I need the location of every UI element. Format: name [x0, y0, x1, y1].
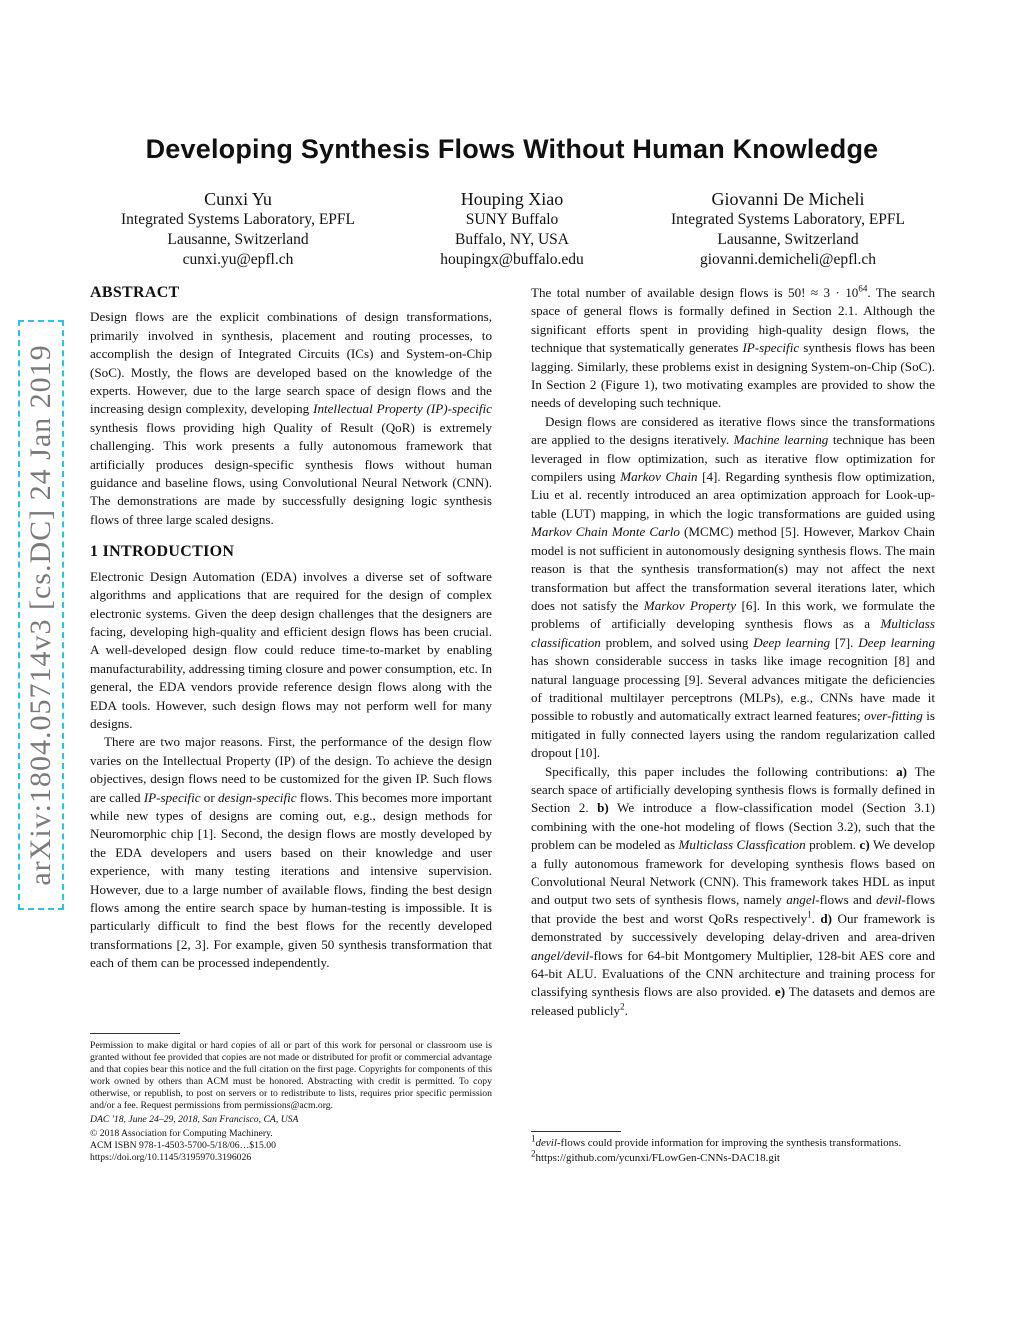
left-column [90, 284, 492, 973]
body-paragraph-1: The total number of available design flows is 50! ≈ $3 \cdot 10^{64}$. The search space of general flows is formally defined in Section 2.1. Although the significant efforts spent in providing high-quality design flows, the technique that systematically generates IP-specific synthesis flows has been lagging. Similarly, these problems exist in designing System-on-Chip (SoC). In Section 2 (Figure 1), two motivating examples are provided to show the needs of developing such technique. [531, 283, 935, 411]
github-link[interactable]: https://github.com/ycunxi/FLowGen-CNNs-DAC18.git [535, 1152, 780, 1164]
author-email[interactable]: cunxi.yu@epfl.ch [182, 251, 294, 268]
conference-info: DAC '18, June 24–29, 2018, San Francisco, CA, USA [90, 1114, 299, 1125]
author-block-1 [88, 188, 388, 270]
abstract-paragraph: Design flows are the explicit combinations of design transformations, primarily involved in synthesis, placement and routing processes, to accomplish the design of Integrated Circuits (ICs) and System-on-Chip (SoC). Mostly, the flows are developed based on the knowledge of the experts. However, due to the large search space of design flows and the increasing design complexity, developing Intellectual Property (IP)-specific synthesis flows providing high Quality of Result (QoR) is extremely challenging. This work presents a fully autonomous framework that artificially produces design-specific synthesis flows without human guidance and baseline flows, using Convolutional Neural Network (CNN). The demonstrations are made by successfully designing logic synthesis flows of three large scaled designs. [90, 309, 492, 527]
author-location: Buffalo, NY, USA [455, 231, 569, 248]
author-email[interactable]: houpingx@buffalo.edu [440, 251, 584, 268]
author-location: Lausanne, Switzerland [167, 231, 309, 248]
author-block-3 [640, 188, 936, 270]
footnote-divider [531, 1131, 621, 1132]
paper-title: Developing Synthesis Flows Without Human Knowledge [145, 134, 879, 164]
intro-paragraph-1: Electronic Design Automation (EDA) involves a diverse set of software algorithms and applications that are required for the design of complex electronic systems. Given the deep design challenges that the designers are facing, developing high-quality and efficient design flows has been crucial. A well-developed design flow could reduce time-to-market by enabling manufacturability, addressing timing closure and power consumption, etc. In general, the EDA vendors provide reference design flows along with the EDA tools. However, such design flows may not perform well for many designs. [90, 568, 492, 731]
arxiv-stamp [18, 320, 64, 910]
doi-link[interactable]: https://doi.org/10.1145/3195970.3196026 [90, 1152, 252, 1163]
author-name: Houping Xiao [460, 189, 564, 209]
footnotes [531, 1133, 935, 1166]
arxiv-identifier[interactable]: arXiv:1804.05714v3 [cs.DC] 24 Jan 2019 [24, 344, 57, 886]
author-name: Giovanni De Micheli [711, 189, 865, 209]
author-name: Cunxi Yu [204, 189, 272, 209]
author-affiliation: Integrated Systems Laboratory, EPFL [120, 211, 356, 228]
footnote-ref-1[interactable]: 1 [807, 909, 812, 920]
footnote-2: $^2$https://github.com/ycunxi/FLowGen-CNNs-DAC18.git [531, 1148, 780, 1164]
permission-divider [90, 1033, 180, 1034]
permission-text: Permission to make digital or hard copies of all or part of this work for personal or classroom use is granted without fee provided that copies are not made or distributed for profit or commercial advantage and that copies bear this notice and the full citation on the first page. Copyrights for components of this work owned by others than ACM must be honored. Abstracting with credit is permitted. To copy otherwise, or republish, to post on servers or to redistribute to lists, requires prior specific permission and/or a fee. Request permissions from permissions@acm.org. [90, 1040, 492, 1111]
isbn-line: ACM ISBN 978-1-4503-5700-5/18/06…$15.00 [90, 1140, 276, 1151]
footnote-ref-2[interactable]: 2 [620, 1001, 625, 1012]
right-column [531, 284, 935, 1020]
author-email[interactable]: giovanni.demicheli@epfl.ch [699, 251, 877, 268]
author-block-2 [412, 188, 612, 270]
body-paragraph-2: Design flows are considered as iterative flows since the transformations are applied to the designs iteratively. Machine learning technique has been leveraged in flow optimization, such as iterative flow optimization for compilers using Markov Chain [4]. Regarding synthesis flow optimization, Liu et al. recently introduced an area optimization approach for Look-up-table (LUT) mapping, in which the logic transformations are guided using Markov Chain Monte Carlo (MCMC) method [5]. However, Markov Chain model is not sufficient in autonomously designing synthesis flows. The main reason is that the synthesis transformation(s) may not affect the next transformation but affect the transformation several iterations later, which does not satisfy the Markov Property [6]. In this work, we formulate the problems of artificially developing synthesis flows as a Multiclass classification problem, and solved using Deep learning [7]. Deep learning has shown considerable success in tasks like image recognition [8] and natural language processing [9]. Several advances mitigate the deficiencies of traditional multilayer perceptrons (MLPs), e.g., CNNs have made it possible to robustly and automatically extract learned features; over-fitting is mitigated in fully connected layers using the random regularization called dropout [10]. [531, 413, 936, 761]
abstract-heading: ABSTRACT [90, 284, 180, 301]
author-location: Lausanne, Switzerland [717, 231, 859, 248]
permission-notice [90, 1040, 492, 1164]
copyright-line: © 2018 Association for Computing Machinery. [90, 1128, 273, 1139]
body-paragraph-3: Specifically, this paper includes the following contributions: a) The search space of artificially developing synthesis flows is formally defined in Section 2. b) We introduce a flow-classification model (Section 3.1) combining with the one-hot modeling of flows (Section 3.2), such that the problem can be modeled as Multiclass Classfication problem. c) We develop a fully autonomous framework for developing synthesis flows based on Convolutional Neural Network (CNN). This framework takes HDL as input and output two sets of synthesis flows, namely angel-flows and devil-flows that provide the best and worst QoRs respectively$^1$. d) Our framework is demonstrated by successively developing delay-driven and area-driven angel/devil-flows for 64-bit Montgomery Multiplier, 128-bit AES core and 64-bit ALU. Evaluations of the CNN architecture and training process for classifying synthesis flows are also provided. e) The datasets and demos are released publicly$^2$. [531, 763, 936, 1018]
intro-paragraph-2: There are two major reasons. First, the performance of the design flow varies on the Intellectual Property (IP) of the design. To achieve the design objectives, design flows need to be customized for the given IP. Such flows are called IP-specific or design-specific flows. This becomes more important while new types of designs are coming out, e.g., design methods for Neuromorphic chip [1]. Second, the design flows are mostly developed by the EDA developers and users based on their knowledge and user experience, with many testing iterations and intensive supervision. However, due to a large number of available flows, finding the best design flows among the entire search space by human-testing is impossible. It is particularly difficult to find the best flows for the recently developed transformations [2, 3]. For example, given 50 synthesis transformation that each of them can be processed independently. [90, 734, 492, 971]
introduction-heading: 1 INTRODUCTION [90, 543, 235, 561]
author-affiliation: SUNY Buffalo [465, 211, 559, 228]
author-affiliation: Integrated Systems Laboratory, EPFL [670, 211, 906, 228]
footnote-1: $^1$devil-flows could provide information for improving the synthesis transformations. [531, 1133, 902, 1149]
